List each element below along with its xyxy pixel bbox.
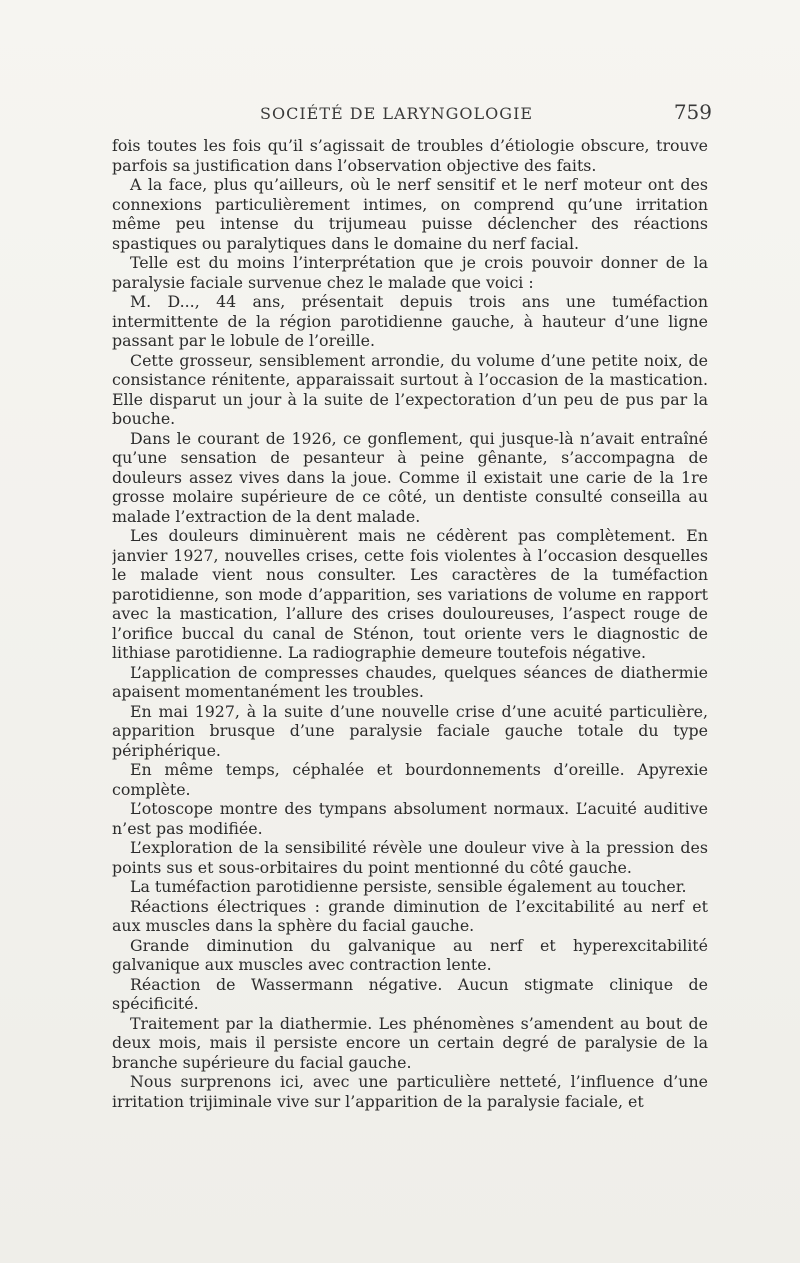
paragraph: Cette grosseur, sensiblement arrondie, du volume d’une petite noix, de consistance rénitente, apparaissait surtout à l’occasion de la mastication. Elle disparut un jour à la suite de l’expectoration d’un peu de pus par la bouche.	[112, 350, 708, 428]
paragraph: Réaction de Wassermann négative. Aucun stigmate clinique de spécificité.	[112, 974, 708, 1013]
paragraph: Nous surprenons ici, avec une particulière netteté, l’influence d’une irritation trijiminale vive sur l’apparition de la paralysie faciale, et	[112, 1072, 708, 1111]
paragraph: L’exploration de la sensibilité révèle une douleur vive à la pression des points sus et sous-orbitaires du point mentionné du côté gauche.	[112, 838, 708, 877]
paragraph: Grande diminution du galvanique au nerf et hyperexcitabilité galvanique aux muscles avec contraction lente.	[112, 935, 708, 974]
paragraph: L’application de compresses chaudes, quelques séances de diathermie apaisent momentanément les troubles.	[112, 662, 708, 701]
page-number: 759	[673, 100, 712, 124]
paragraph: Les douleurs diminuèrent mais ne cédèrent pas complètement. En janvier 1927, nouvelles crises, cette fois violentes à l’occasion desquelles le malade vient nous consulter. Les caractères de la tuméfaction parotidienne, son mode d’apparition, ses variations de volume en rapport avec la mastication, l’allure des crises douloureuses, l’aspect rouge de l’orifice buccal du canal de Sténon, tout oriente vers le diagnostic de lithiase parotidienne. La radiographie demeure toutefois négative.	[112, 526, 708, 662]
paragraph: La tuméfaction parotidienne persiste, sensible également au toucher.	[130, 877, 687, 896]
paragraph: fois toutes les fois qu’il s’agissait de troubles d’étiologie obscure, trouve parfois sa justification dans l’observation objective des faits.	[112, 136, 708, 175]
paragraph: En mai 1927, à la suite d’une nouvelle crise d’une acuité particulière, apparition brusque d’une paralysie faciale gauche totale du type périphérique.	[112, 701, 708, 760]
paragraph: L’otoscope montre des tympans absolument normaux. L’acuité auditive n’est pas modifiée.	[112, 799, 708, 838]
paragraph: Traitement par la diathermie. Les phénomènes s’amendent au bout de deux mois, mais il persiste encore un certain degré de paralysie de la branche supérieure du facial gauche.	[112, 1013, 708, 1072]
paragraph: M. D..., 44 ans, présentait depuis trois ans une tuméfaction intermittente de la région parotidienne gauche, à hauteur d’une ligne passant par le lobule de l’oreille.	[112, 292, 708, 350]
paragraph: Réactions électriques : grande diminution de l’excitabilité au nerf et aux muscles dans la sphère du facial gauche.	[112, 896, 708, 935]
paragraph: A la face, plus qu’ailleurs, où le nerf sensitif et le nerf moteur ont des connexions particulièrement intimes, on comprend qu’une irritation même peu intense du trijumeau puisse déclencher des réactions spastiques ou paralytiques dans le domaine du nerf facial.	[112, 175, 708, 253]
page-header	[110, 100, 710, 130]
paragraph: En même temps, céphalée et bourdonnements d’oreille. Apyrexie complète.	[112, 760, 708, 799]
body-text	[112, 136, 708, 1226]
paragraph: Dans le courant de 1926, ce gonflement, qui jusque-là n’avait entraîné qu’une sensation de pesanteur à peine gênante, s’accompagna de douleurs assez vives dans la joue. Comme il existait une carie de la 1re grosse molaire supérieure de ce côté, un dentiste consulté conseilla au malade l’extraction de la dent malade.	[112, 428, 708, 526]
running-title: SOCIÉTÉ DE LARYNGOLOGIE	[260, 104, 534, 123]
paragraph: Telle est du moins l’interprétation que je crois pouvoir donner de la paralysie faciale survenue chez le malade que voici :	[112, 253, 708, 292]
